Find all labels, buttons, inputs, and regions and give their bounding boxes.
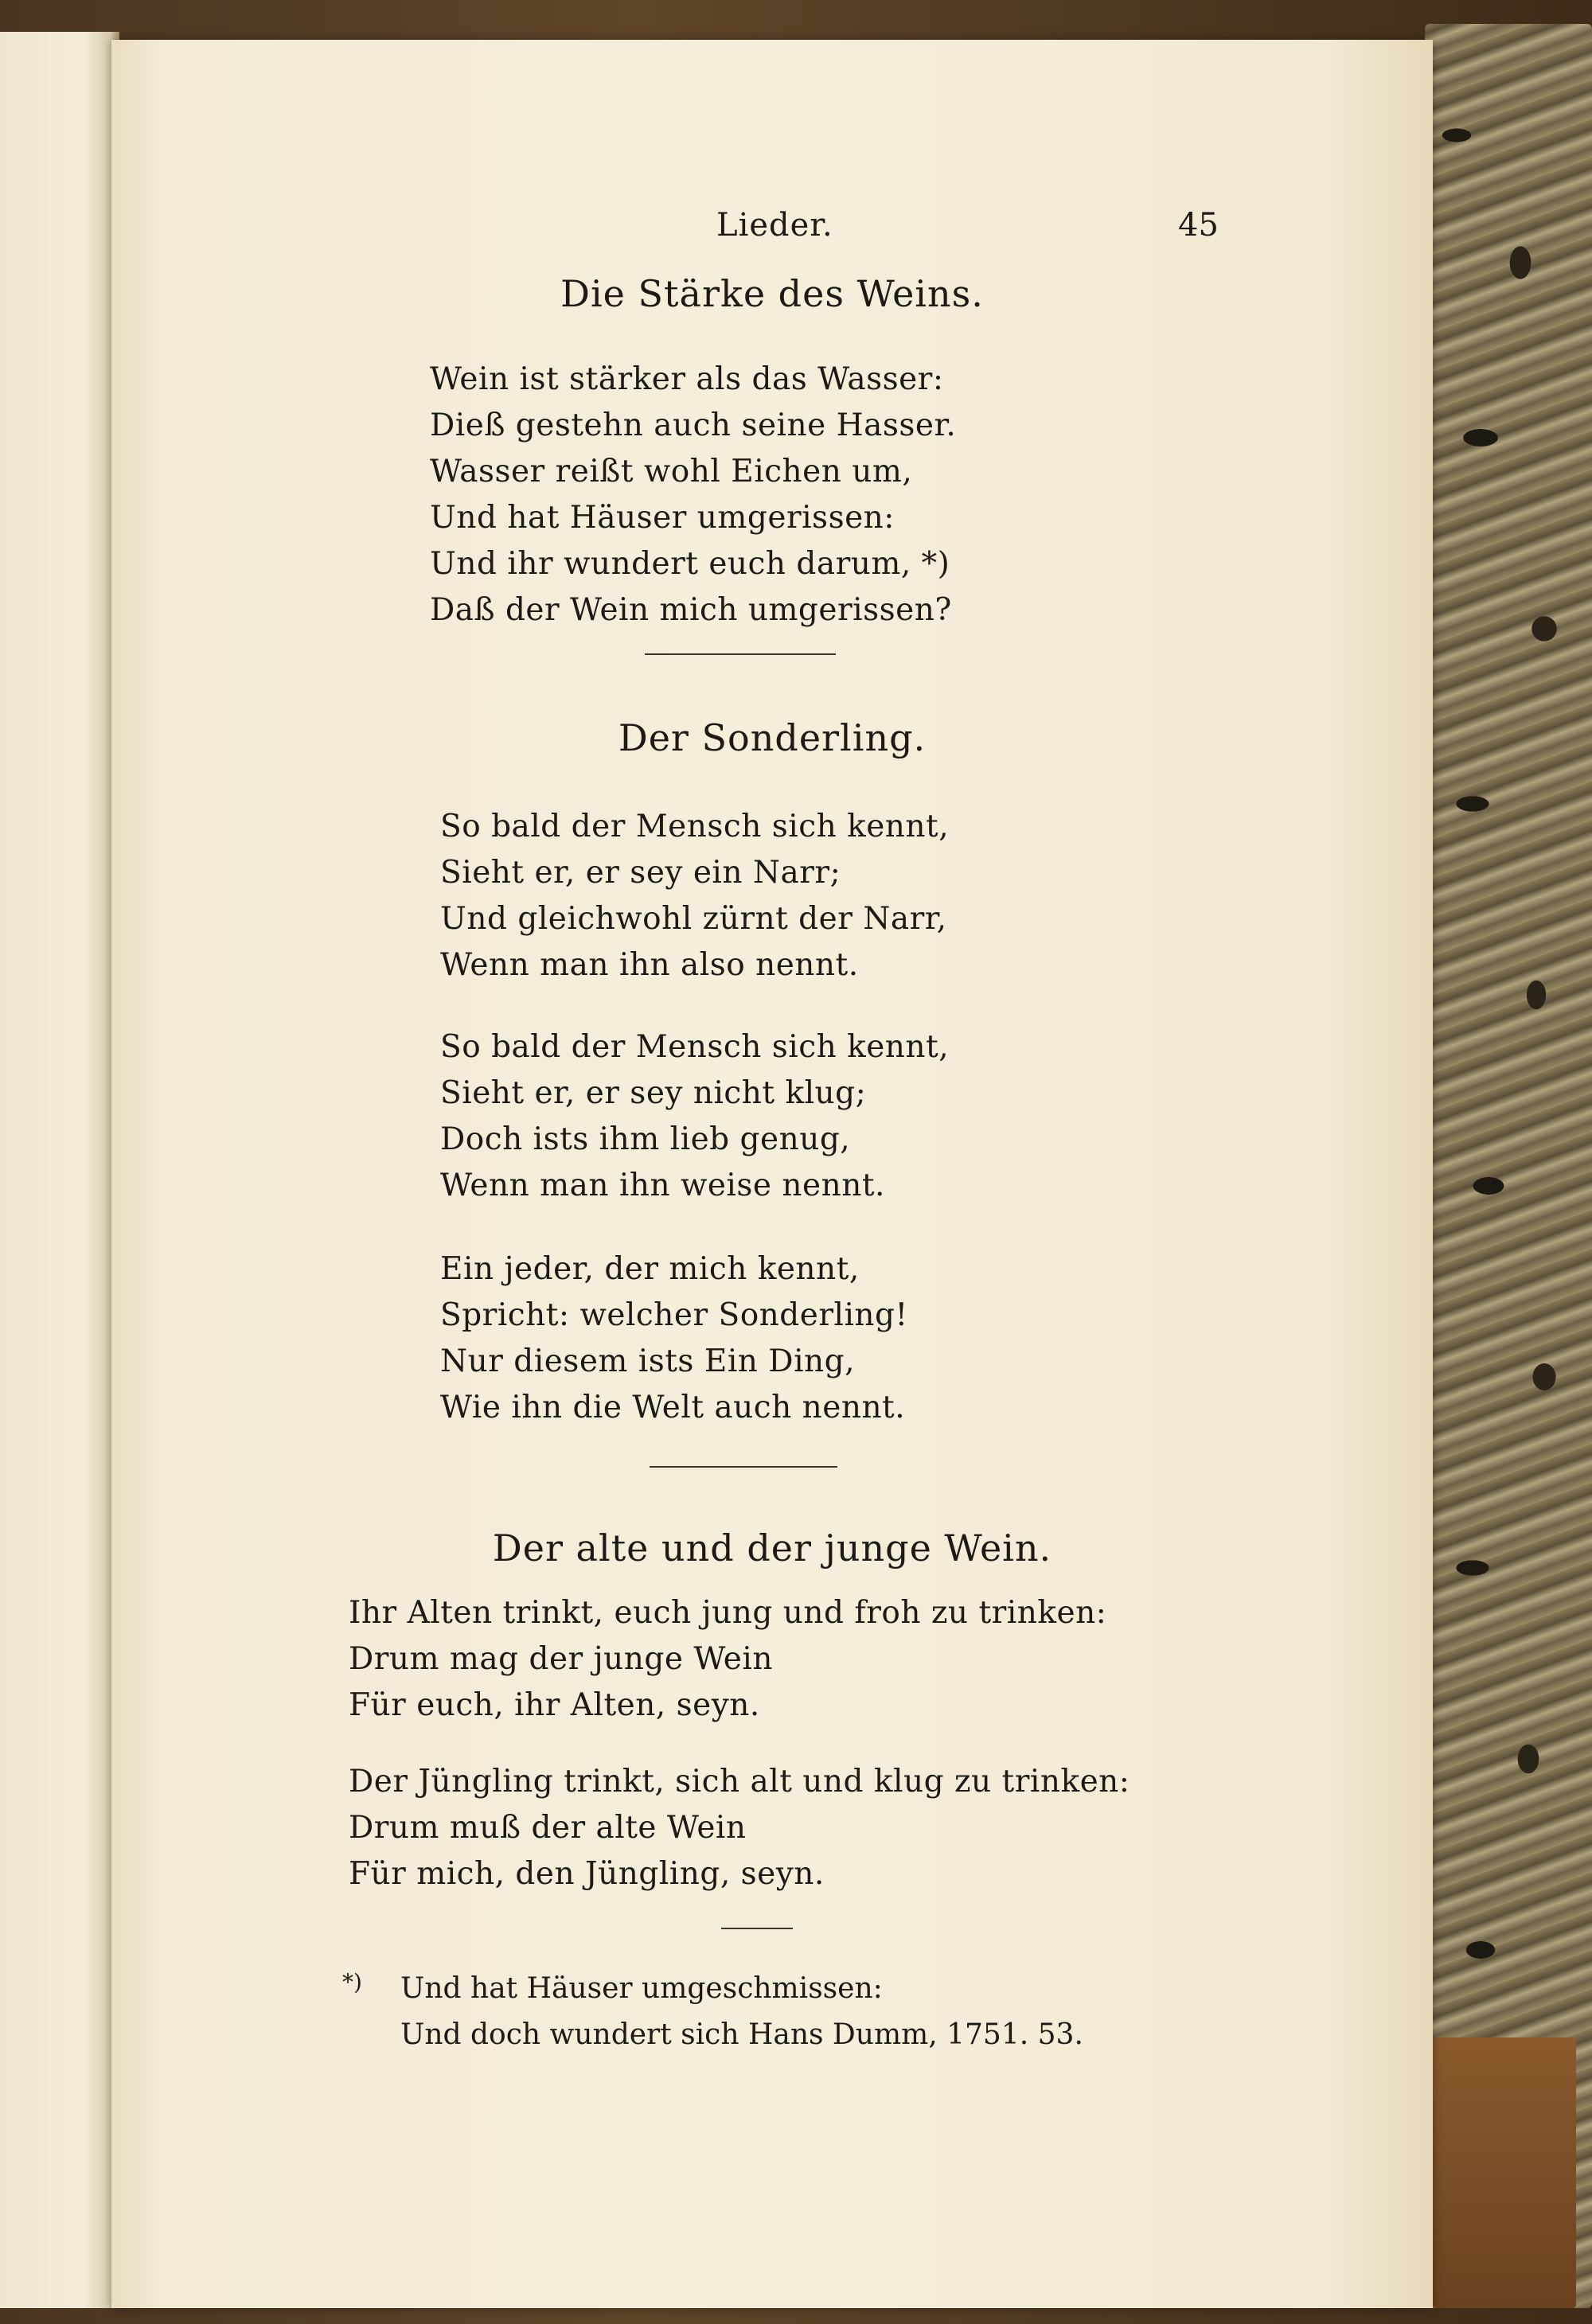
running-head-title: Lieder. [716,207,833,244]
poem-stanza [349,1590,1106,1729]
verse-line: Ihr Alten trinkt, euch jung und froh zu trinken: [349,1595,1107,1631]
verse-line: Drum muß der alte Wein [349,1810,747,1846]
footnote-line: Und hat Häuser umgeschmissen: [400,1972,883,2005]
verse-line: Der Jüngling trinkt, sich alt und klug zu trinken: [349,1764,1130,1800]
verse-line: Und ihr wundert euch darum, *) [430,546,950,582]
verse-line: Wie ihn die Welt auch nennt. [440,1390,906,1425]
section-divider [645,653,836,655]
footnote-marker: *) [342,1969,362,1995]
page-content [111,40,1433,2308]
section-divider [650,1466,837,1468]
leather-corner [1433,2037,1576,2308]
poem-title: Der Sonderling. [618,716,927,759]
verse-line: Für euch, ihr Alten, seyn. [349,1687,760,1723]
verse-line: Wenn man ihn weise nennt. [440,1168,885,1203]
verse-line: Doch ists ihm lieb genug, [440,1121,851,1157]
verse-line: So bald der Mensch sich kennt, [440,809,950,844]
verse-line: Sieht er, er sey ein Narr; [440,855,841,891]
book-page [111,40,1433,2308]
page-number: 45 [1178,207,1219,244]
verse-line: Sieht er, er sey nicht klug; [440,1075,867,1111]
verse-line: Drum mag der junge Wein [349,1641,773,1677]
verse-line: So bald der Mensch sich kennt, [440,1029,950,1065]
marbled-cover [1425,24,1592,2308]
verse-line: Nur diesem ists Ein Ding, [440,1343,856,1379]
poem-title: Die Stärke des Weins. [560,272,984,315]
verse-line: Wasser reißt wohl Eichen um, [430,454,913,489]
poem-stanza [430,357,956,634]
footnote [342,1966,1218,2069]
poem-stanza [349,1759,1130,1897]
verse-line: Und gleichwohl zürnt der Narr, [440,901,947,937]
verse-line: Für mich, den Jüngling, seyn. [349,1856,825,1892]
footnote-divider [721,1928,793,1929]
footnote-line: Und doch wundert sich Hans Dumm, 1751. 53. [400,2018,1083,2051]
verse-line: Spricht: welcher Sonderling! [440,1297,908,1333]
verse-line: Wein ist stärker als das Wasser: [430,361,944,397]
verse-line: Ein jeder, der mich kennt, [440,1251,860,1287]
running-head [111,207,1433,255]
poem-title: Der alte und der junge Wein. [492,1527,1052,1569]
poem-stanza [440,804,949,988]
verse-line: Und hat Häuser umgerissen: [430,500,895,536]
verse-line: Wenn man ihn also nennt. [440,947,859,983]
poem-stanza [440,1024,949,1209]
verse-line: Dieß gestehn auch seine Hasser. [430,407,957,443]
previous-page-edge [0,32,119,2308]
verse-line: Daß der Wein mich umgerissen? [430,592,952,628]
poem-stanza [440,1246,908,1431]
